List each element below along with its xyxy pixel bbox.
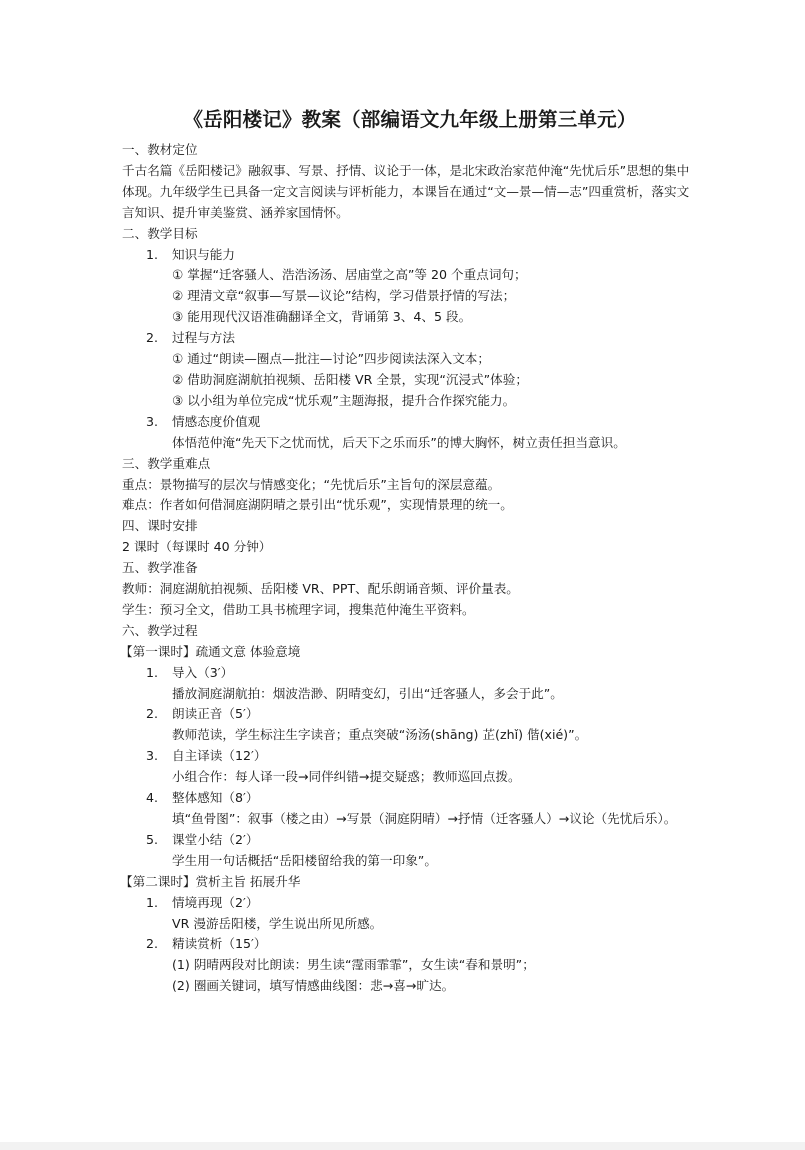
list-item: ② 理清文章“叙事—写景—议论”结构，学习借景抒情的写法；: [172, 288, 516, 304]
step-text: 学生用一句话概括“岳阳楼留给我的第一印象”。: [172, 852, 437, 868]
list-number: 5.: [146, 831, 159, 847]
step-label: 情境再现（2′）: [172, 894, 259, 910]
section-heading-6: 六、教学过程: [122, 622, 198, 638]
section-heading-1: 一、教材定位: [122, 142, 198, 157]
goal-label: 过程与方法: [172, 330, 235, 346]
goal-label: 知识与能力: [172, 246, 235, 262]
list-number: 2.: [146, 706, 159, 722]
lesson-1-heading: 【第一课时】疏通文意 体验意境: [120, 643, 301, 659]
step-label: 整体感知（8′）: [172, 790, 259, 806]
list-number: 1.: [146, 894, 159, 910]
goal-label: 情感态度价值观: [172, 413, 261, 429]
goal-knowledge: [122, 245, 692, 266]
list-item: ③ 能用现代汉语准确翻译全文，背诵第 3、4、5 段。: [172, 309, 472, 325]
step-heading: [122, 788, 692, 809]
step-heading: [122, 830, 692, 851]
step-text: 教师范读，学生标注生字读音；重点突破“汤汤(shāng) 芷(zhǐ) 偕(xié)”。: [172, 727, 588, 743]
document-title: 《岳阳楼记》教案（部编语文九年级上册第三单元）: [183, 108, 637, 131]
step-text: 小组合作：每人译一段→同伴纠错→提交疑惑；教师巡回点拨。: [172, 769, 521, 785]
list-number: 2.: [146, 330, 159, 346]
list-number: 4.: [146, 790, 159, 806]
list-number: 2.: [146, 936, 159, 952]
list-item: ③ 以小组为单位完成“忧乐观”主题海报，提升合作探究能力。: [172, 392, 516, 408]
class-hours: 2 课时（每课时 40 分钟）: [122, 539, 272, 555]
step-label: 导入（3′）: [172, 664, 234, 680]
list-item: ① 掌握“迁客骚人、浩浩汤汤、居庙堂之高”等 20 个重点词句；: [172, 267, 527, 283]
step-label: 精读赏析（15′）: [172, 936, 267, 952]
list-item: (1) 阴晴两段对比朗读：男生读“霪雨霏霏”，女生读“春和景明”；: [172, 957, 535, 973]
section-1-paragraph: 千古名篇《岳阳楼记》融叙事、写景、抒情、议论于一体，是北宋政治家范仲淹“先忧后乐”思想的集中体现。九年级学生已具备一定文言阅读与评析能力，本课旨在通过“文—景—情—志”四重赏析，落实文言知识、提升审美鉴赏、涵养家国情怀。: [122, 162, 690, 220]
section-heading-3: 三、教学重难点: [122, 455, 211, 471]
step-heading: [122, 704, 692, 725]
teacher-prep: 教师：洞庭湖航拍视频、岳阳楼 VR、PPT、配乐朗诵音频、评价量表。: [122, 581, 519, 597]
step-heading: [122, 746, 692, 767]
list-item: (2) 圈画关键词，填写情感曲线图：悲→喜→旷达。: [172, 978, 455, 994]
step-text: 填“鱼骨图”：叙事（楼之由）→写景（洞庭阴晴）→抒情（迁客骚人）→议论（先忧后乐）。: [172, 811, 677, 826]
step-label: 朗读正音（5′）: [172, 706, 259, 722]
step-label: 自主译读（12′）: [172, 748, 267, 764]
list-number: 3.: [146, 748, 159, 764]
student-prep: 学生：预习全文，借助工具书梳理字词，搜集范仲淹生平资料。: [122, 601, 475, 617]
goal-emotion: [122, 412, 692, 433]
step-text: 播放洞庭湖航拍：烟波浩渺、阴晴变幻，引出“迁客骚人，多会于此”。: [172, 685, 563, 701]
lesson-2-heading: 【第二课时】赏析主旨 拓展升华: [120, 873, 301, 889]
list-number: 1.: [146, 664, 159, 680]
difficult-point: 难点：作者如何借洞庭湖阴晴之景引出“忧乐观”，实现情景理的统一。: [122, 497, 513, 513]
list-item: ② 借助洞庭湖航拍视频、岳阳楼 VR 全景，实现“沉浸式”体验；: [172, 371, 528, 387]
key-point: 重点：景物描写的层次与情感变化；“先忧后乐”主旨句的深层意蕴。: [122, 476, 501, 492]
list-number: 1.: [146, 246, 159, 262]
step-label: 课堂小结（2′）: [172, 831, 259, 847]
step-heading: [122, 893, 692, 914]
section-heading-5: 五、教学准备: [122, 560, 198, 576]
step-heading: [122, 934, 692, 955]
section-heading-2: 二、教学目标: [122, 225, 198, 241]
step-text: VR 漫游岳阳楼，学生说出所见所感。: [172, 915, 383, 931]
document-content: [122, 106, 692, 997]
step-heading: [122, 663, 692, 684]
section-heading-4: 四、课时安排: [122, 518, 198, 534]
list-number: 3.: [146, 413, 159, 429]
list-item: 体悟范仲淹“先天下之忧而忧，后天下之乐而乐”的博大胸怀，树立责任担当意识。: [172, 434, 626, 450]
goal-process: [122, 328, 692, 349]
list-item: ① 通过“朗读—圈点—批注—讨论”四步阅读法深入文本；: [172, 351, 490, 367]
